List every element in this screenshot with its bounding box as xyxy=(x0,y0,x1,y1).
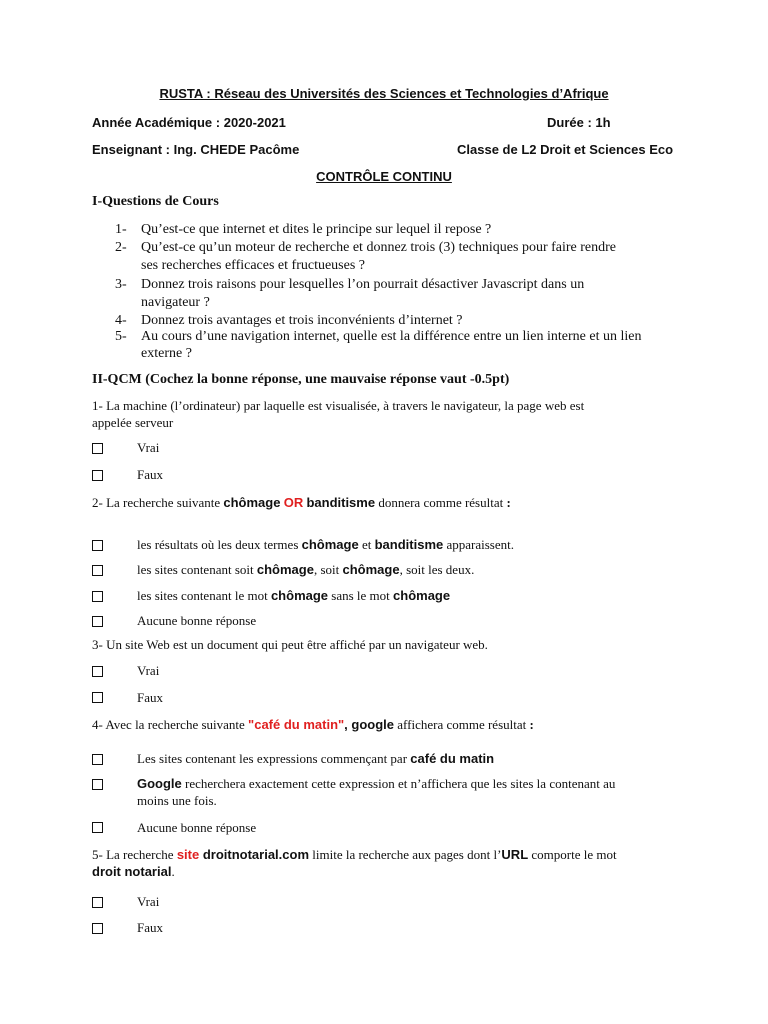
q2-option-4-checkbox[interactable] xyxy=(92,616,103,627)
cours-question-3-cont: navigateur ? xyxy=(141,295,210,310)
q2-option-1-label: les résultats où les deux termes chômage et banditisme apparaissent. xyxy=(137,537,514,552)
section-qcm-title: II-QCM (Cochez la bonne réponse, une mauvaise réponse vaut -0.5pt) xyxy=(92,372,510,387)
q2-option-2-label: les sites contenant soit chômage, soit chômage, soit les deux. xyxy=(137,562,475,577)
university-title: RUSTA : Réseau des Universités des Sciences et Technologies d’Afrique xyxy=(159,86,609,101)
q4-option-3-checkbox[interactable] xyxy=(92,822,103,833)
cours-question-3: 3- Donnez trois raisons pour lesquelles l’on pourrait désactiver Javascript dans un xyxy=(115,277,585,292)
qcm-question-1-cont: appelée serveur xyxy=(92,415,174,430)
q2-option-3-checkbox[interactable] xyxy=(92,591,103,602)
q2-option-1-checkbox[interactable] xyxy=(92,540,103,551)
exam-title: CONTRÔLE CONTINU xyxy=(316,169,452,184)
teacher: Enseignant : Ing. CHEDE Pacôme xyxy=(92,142,300,157)
qcm-question-2: 2- La recherche suivante chômage OR banditisme donnera comme résultat : xyxy=(92,495,511,510)
cours-question-5: 5- Au cours d’une navigation internet, quelle est la différence entre un lien interne et un lien xyxy=(115,329,642,344)
q5-faux-label: Faux xyxy=(137,920,163,935)
q2-option-3-label: les sites contenant le mot chômage sans le mot chômage xyxy=(137,588,451,603)
qcm-question-1: 1- La machine (l’ordinateur) par laquelle est visualisée, à travers le navigateur, la page web est xyxy=(92,398,585,413)
q2-option-2-checkbox[interactable] xyxy=(92,565,103,576)
section-cours-title: I-Questions de Cours xyxy=(92,194,219,209)
q4-option-1-label: Les sites contenant les expressions commençant par café du matin xyxy=(137,751,495,766)
q3-faux-label: Faux xyxy=(137,690,163,705)
q1-faux-label: Faux xyxy=(137,467,163,482)
academic-year: Année Académique : 2020-2021 xyxy=(92,115,286,130)
q4-option-1-checkbox[interactable] xyxy=(92,754,103,765)
qcm-question-5: 5- La recherche site droitnotarial.com limite la recherche aux pages dont l’URL comporte le mot xyxy=(92,847,617,862)
q3-vrai-checkbox[interactable] xyxy=(92,666,103,677)
duration: Durée : 1h xyxy=(547,115,611,130)
q5-vrai-checkbox[interactable] xyxy=(92,897,103,908)
q5-vrai-label: Vrai xyxy=(137,894,160,909)
cours-question-5-cont: externe ? xyxy=(141,346,192,361)
cours-question-4: 4- Donnez trois avantages et trois inconvénients d’internet ? xyxy=(115,313,463,328)
class-name: Classe de L2 Droit et Sciences Eco xyxy=(457,142,674,157)
q4-option-2-label: Google recherchera exactement cette expression et n’affichera que les sites la contenant au xyxy=(137,776,616,791)
q3-faux-checkbox[interactable] xyxy=(92,692,103,703)
q4-option-2-label-cont: moins une fois. xyxy=(137,793,217,808)
q4-option-3-label: Aucune bonne réponse xyxy=(137,820,257,835)
cours-question-1: 1- Qu’est-ce que internet et dites le principe sur lequel il repose ? xyxy=(115,222,492,237)
q4-option-2-checkbox[interactable] xyxy=(92,779,103,790)
qcm-question-3: 3- Un site Web est un document qui peut être affiché par un navigateur web. xyxy=(92,637,488,652)
q1-vrai-label: Vrai xyxy=(137,440,160,455)
q5-faux-checkbox[interactable] xyxy=(92,923,103,934)
q1-vrai-checkbox[interactable] xyxy=(92,443,103,454)
cours-question-2-cont: ses recherches efficaces et fructueuses ? xyxy=(141,258,365,273)
qcm-question-4: 4- Avec la recherche suivante "café du matin", google affichera comme résultat : xyxy=(92,717,534,732)
q2-option-4-label: Aucune bonne réponse xyxy=(137,613,257,628)
q3-vrai-label: Vrai xyxy=(137,663,160,678)
qcm-question-5-cont: droit notarial. xyxy=(92,864,175,879)
cours-question-2: 2- Qu’est-ce qu’un moteur de recherche et donnez trois (3) techniques pour faire rendre xyxy=(115,240,617,255)
q1-faux-checkbox[interactable] xyxy=(92,470,103,481)
